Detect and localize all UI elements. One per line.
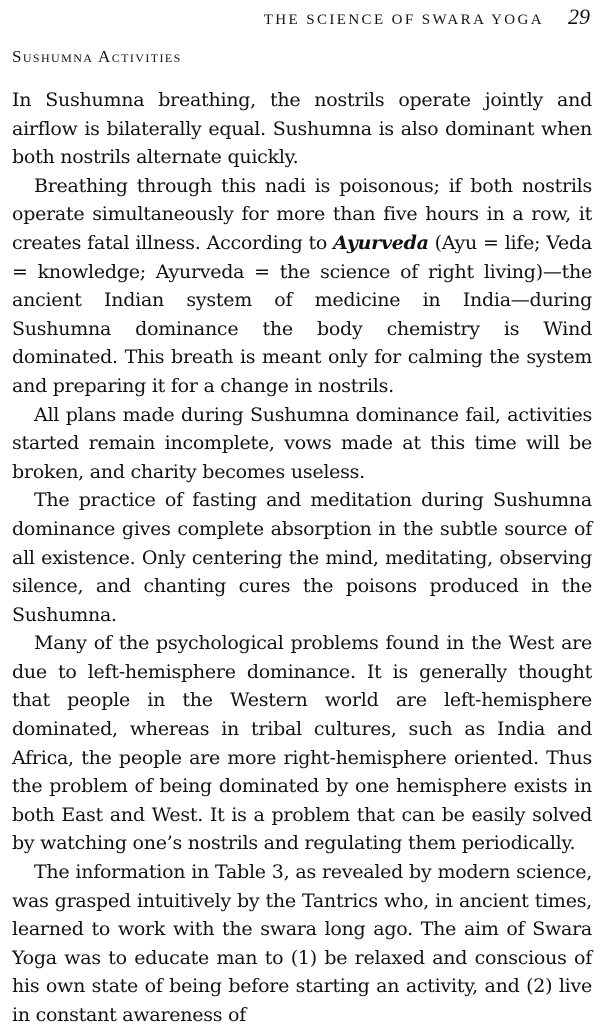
- paragraph-4: The practice of fasting and meditation during Sushumna dominance gives complete absorption in the subtle source of all existence. Only centering the mind, meditating, observing silence, and chanting cures the poisons produced in the Sushumna.: [12, 489, 592, 626]
- page-number: 29: [568, 4, 590, 29]
- paragraph-6: The information in Table 3, as revealed by modern science, was grasped intuitively by the Tantrics who, in ancient times, learned to work with the swara long ago. The aim of Swara Yoga was to educate man to (1) be relaxed and conscious of his own state of being before starting an activity, and (2) live in constant awareness of: [12, 861, 592, 1026]
- paragraph-1: In Sushumna breathing, the nostrils operate jointly and airflow is bilaterally equal. Sushumna is also dominant when both nostrils alternate quickly.: [12, 89, 592, 169]
- running-title: THE SCIENCE OF SWARA YOGA: [263, 12, 544, 28]
- paragraph-5: Many of the psychological problems found in the West are due to left-hemisphere dominance. It is generally thought that people in the Western world are left-hemisphere dominated, whereas in tribal cultures, such as India and Africa, the people are more right-hemisphere oriented. Thus the problem of being dominated by one hemisphere exists in both East and West. It is a problem that can be easily solved by watching one’s nostrils and regulating them periodically.: [12, 632, 592, 855]
- paragraph-2-after: (Ayu = life; Veda = knowledge; Ayurveda = the science of right living)—the ancient Indian system of medicine in India—during Sushumna dominance the body chemistry is Wind dominated. This breath is meant only for calming the system and preparing it for a change in nostrils.: [12, 231, 592, 397]
- paragraph-2: [12, 172, 592, 401]
- section-heading: Sushumna Activities: [12, 47, 182, 66]
- body-text: [12, 86, 592, 1030]
- running-header: [200, 4, 590, 30]
- paragraph-2-before: Breathing through this nadi is poisonous; if both nostrils operate simultaneously for more than five hours in a row, it creates fatal illness. According to: [12, 174, 592, 254]
- paragraph-3: All plans made during Sushumna dominance fail, activities started remain incomplete, vows made at this time will be broken, and charity becomes useless.: [12, 403, 592, 483]
- ayurveda-term: Ayurveda: [333, 231, 429, 254]
